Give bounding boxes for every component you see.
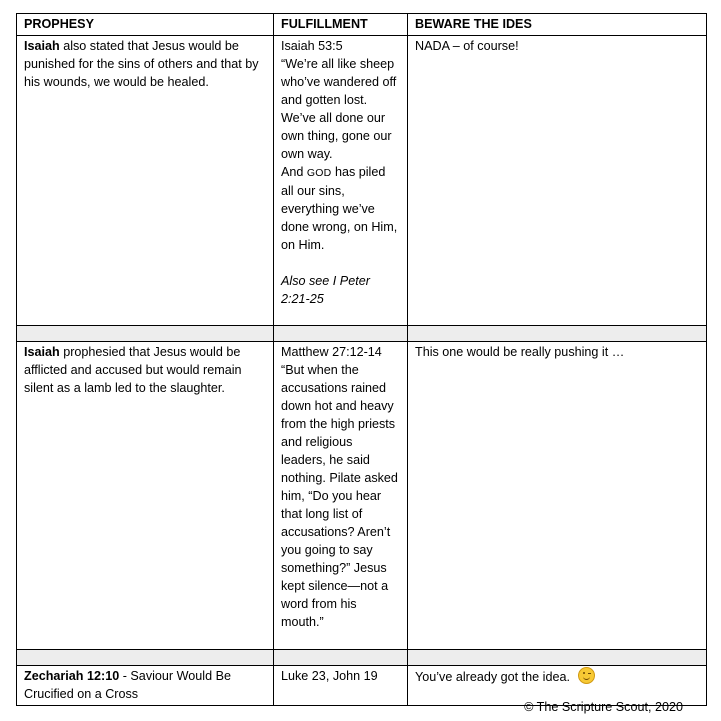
prophecy-source: Isaiah bbox=[24, 345, 60, 359]
table-row bbox=[17, 342, 707, 650]
table-header-row bbox=[17, 14, 707, 36]
prophecy-source: Zechariah 12:10 bbox=[24, 669, 120, 683]
beware-text: You’ve already got the idea. bbox=[415, 670, 570, 684]
prophecy-text: also stated that Jesus would be punished for the sins of others and that by his wounds, we would be healed. bbox=[24, 39, 259, 89]
beware-cell bbox=[408, 36, 707, 326]
prophecy-source: Isaiah bbox=[24, 39, 60, 53]
fulfillment-reference: Matthew 27:12-14 bbox=[281, 345, 382, 359]
table-spacer-row bbox=[17, 326, 707, 342]
prophecy-cell bbox=[17, 666, 274, 706]
prophecy-cell bbox=[17, 36, 274, 326]
prophecy-table bbox=[16, 13, 707, 706]
fulfillment-reference: Luke 23, John 19 bbox=[281, 669, 378, 683]
winking-smiley-icon bbox=[578, 667, 595, 684]
fulfillment-quote: “But when the accusations rained down hot and heavy from the high priests and religious leaders, he said nothing. Pilate asked him, “Do you hear that long list of accusations? Aren’t you going to say something?” Jesus kept silence—not a word from his mouth.” bbox=[281, 363, 398, 629]
fulfillment-reference: Isaiah 53:5 bbox=[281, 39, 343, 53]
prophecy-text: prophesied that Jesus would be afflicted and accused but would remain silent as a lamb led to the slaughter. bbox=[24, 345, 242, 395]
header-fulfillment: FULFILLMENT bbox=[274, 14, 408, 36]
fulfillment-quote: “We’re all like sheep who’ve wandered off and gotten lost. We’ve all done our own thing, gone our own way. bbox=[281, 57, 397, 161]
prophecy-text: - Saviour Would Be Crucified on a Cross bbox=[24, 669, 231, 701]
header-prophesy: PROPHESY bbox=[17, 14, 274, 36]
fulfillment-cell bbox=[274, 36, 408, 326]
header-beware: BEWARE THE IDES bbox=[408, 14, 707, 36]
divine-name: GOD bbox=[306, 167, 332, 179]
beware-text: This one would be really pushing it … bbox=[415, 345, 625, 359]
prophecy-cell bbox=[17, 342, 274, 650]
copyright-notice: © The Scripture Scout, 2020 bbox=[524, 700, 683, 714]
beware-cell bbox=[408, 342, 707, 650]
table-spacer-row bbox=[17, 650, 707, 666]
fulfillment-cell bbox=[274, 342, 408, 650]
table-row bbox=[17, 36, 707, 326]
cross-reference: Also see I Peter 2:21-25 bbox=[281, 274, 370, 306]
fulfillment-cell bbox=[274, 666, 408, 706]
fulfillment-quote-continued: And GOD has piled all our sins, everything we’ve done wrong, on Him, on Him. bbox=[281, 165, 398, 252]
beware-text: NADA – of course! bbox=[415, 39, 519, 53]
